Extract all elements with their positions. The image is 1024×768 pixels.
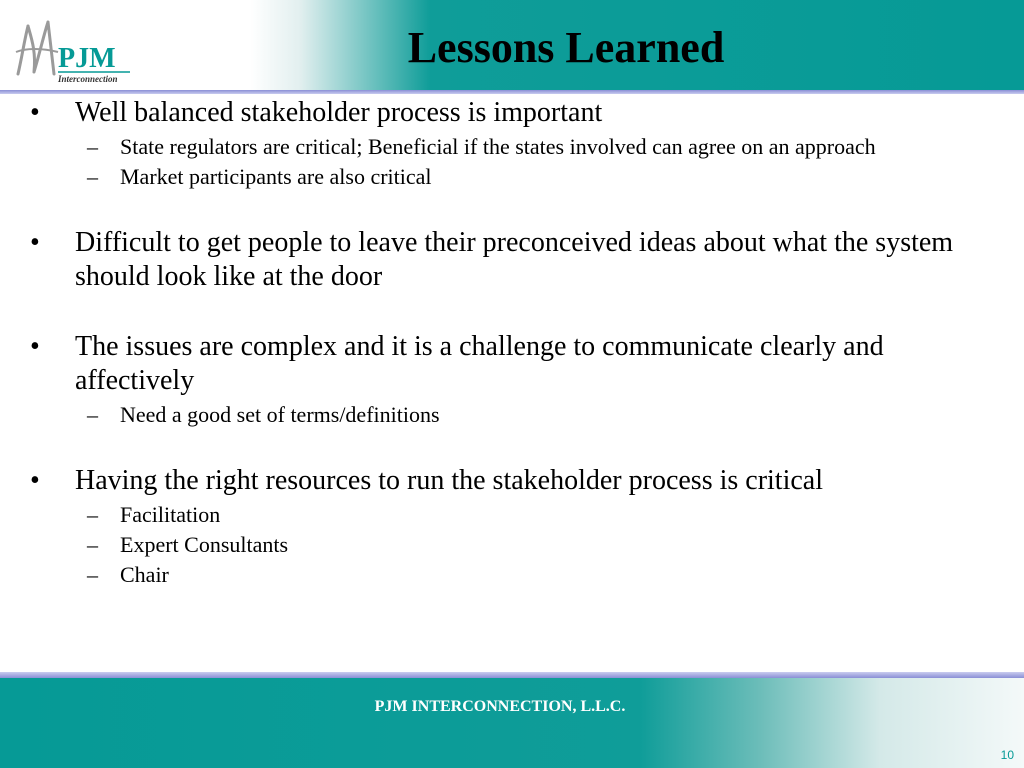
bullet-item [30,330,1005,398]
sub-bullet-item [30,502,1005,528]
bullet-marker: • [30,331,40,362]
sub-bullet-marker: – [87,502,98,527]
sub-bullet-item [30,562,1005,588]
slide-title: Lessons Learned [407,23,725,72]
bullet-item [30,226,1005,294]
bullet-marker: • [30,465,40,496]
bullet-item [30,96,1005,130]
bullet-marker: • [30,227,40,258]
sub-bullet-text: Market participants are also critical [120,164,432,189]
slide-content [30,96,1005,588]
bullet-marker: • [30,97,40,128]
sub-bullet-text: Need a good set of terms/definitions [120,402,440,427]
bullet-text: The issues are complex and it is a challenge to communicate clearly and affectively [75,331,884,396]
sub-bullet-marker: – [87,134,98,159]
sub-bullet-text: Expert Consultants [120,532,289,557]
sub-bullet-text: State regulators are critical; Beneficial if the states involved can agree on an approach [120,134,876,159]
sub-bullet-marker: – [87,164,98,189]
sub-bullet-marker: – [87,402,98,427]
logo-subtext: Interconnection [58,74,118,84]
page-number: 10 [1000,748,1014,762]
sub-bullet-item [30,532,1005,558]
bullet-text: Well balanced stakeholder process is important [75,97,603,128]
bullet-item [30,464,1005,498]
sub-bullet-text: Chair [120,562,169,587]
sub-bullet-marker: – [87,562,98,587]
bullet-text: Having the right resources to run the stakeholder process is critical [75,465,823,496]
sub-bullet-item [30,134,1005,160]
pjm-logo [12,12,142,84]
sub-bullet-marker: – [87,532,98,557]
sub-bullet-item [30,164,1005,190]
footer-company: PJM INTERCONNECTION, L.L.C. [374,698,626,715]
sub-bullet-text: Facilitation [120,502,221,527]
bullet-text: Difficult to get people to leave their preconceived ideas about what the system should look like at the door [75,227,954,292]
sub-bullet-item [30,402,1005,428]
logo-text: PJM [58,43,116,74]
header-divider [0,90,1024,94]
footer-bar [0,678,1024,768]
